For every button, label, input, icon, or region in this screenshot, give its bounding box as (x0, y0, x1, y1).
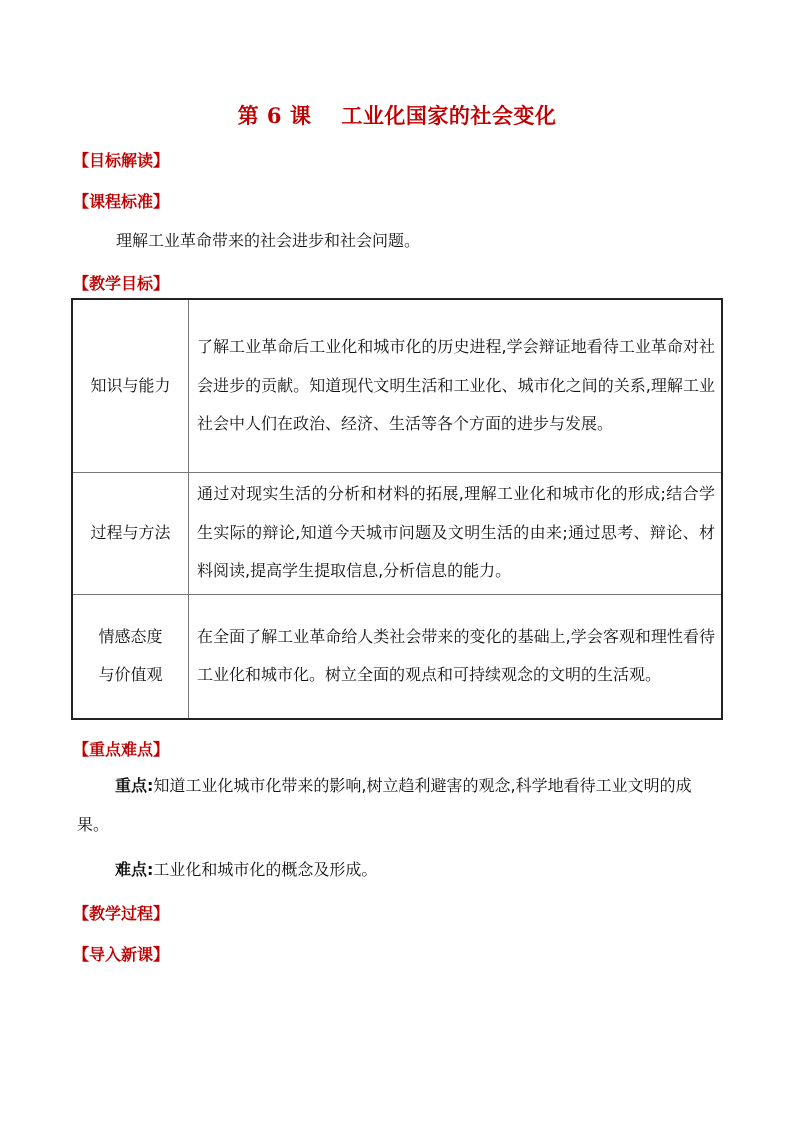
heading-objectives-reading: 【目标解读】 (73, 151, 170, 170)
key-point-label: 重点: (115, 776, 154, 795)
heading-introduction: 【导入新课】 (73, 945, 170, 964)
lesson-number: 第 6 课 (237, 103, 312, 128)
goal-label-line: 与价值观 (98, 665, 163, 685)
goal-label: 过程与方法 (72, 472, 189, 594)
key-point-paragraph (77, 766, 723, 844)
curriculum-standard-text: 理解工业革命带来的社会进步和社会问题。 (116, 231, 421, 250)
goal-content: 了解工业革命后工业化和城市化的历史进程,学会辩证地看待工业革命对社会进步的贡献。知道现代文明生活和工业化、城市化之间的关系,理解工业社会中人们在政治、经济、生活等各个方面的进步与发展。 (189, 299, 723, 472)
goal-label (72, 594, 189, 719)
heading-teaching-process: 【教学过程】 (73, 904, 170, 923)
heading-curriculum-standard: 【课程标准】 (73, 192, 170, 211)
table-row (72, 594, 722, 719)
goal-content: 通过对现实生活的分析和材料的拓展,理解工业化和城市化的形成;结合学生实际的辩论,知道今天城市问题及文明生活的由来;通过思考、辩论、材料阅读,提高学生提取信息,分析信息的能力。 (189, 472, 723, 594)
goal-label: 知识与能力 (72, 299, 189, 472)
page-title (0, 100, 794, 130)
table-row (72, 472, 722, 594)
table-row (72, 299, 722, 472)
heading-teaching-goals: 【教学目标】 (73, 274, 170, 293)
goal-label-line: 情感态度 (98, 626, 163, 646)
teaching-goals-table (71, 298, 723, 720)
heading-key-difficult: 【重点难点】 (73, 740, 170, 759)
difficult-point-label: 难点: (115, 860, 154, 879)
lesson-name: 工业化国家的社会变化 (341, 103, 557, 128)
key-point-text: 知道工业化城市化带来的影响,树立趋利避害的观念,科学地看待工业文明的成果。 (77, 776, 692, 834)
difficult-point-paragraph (115, 850, 377, 889)
goal-content: 在全面了解工业革命给人类社会带来的变化的基础上,学会客观和理性看待工业化和城市化。树立全面的观点和可持续观念的文明的生活观。 (189, 594, 723, 719)
difficult-point-text: 工业化和城市化的概念及形成。 (153, 860, 378, 879)
